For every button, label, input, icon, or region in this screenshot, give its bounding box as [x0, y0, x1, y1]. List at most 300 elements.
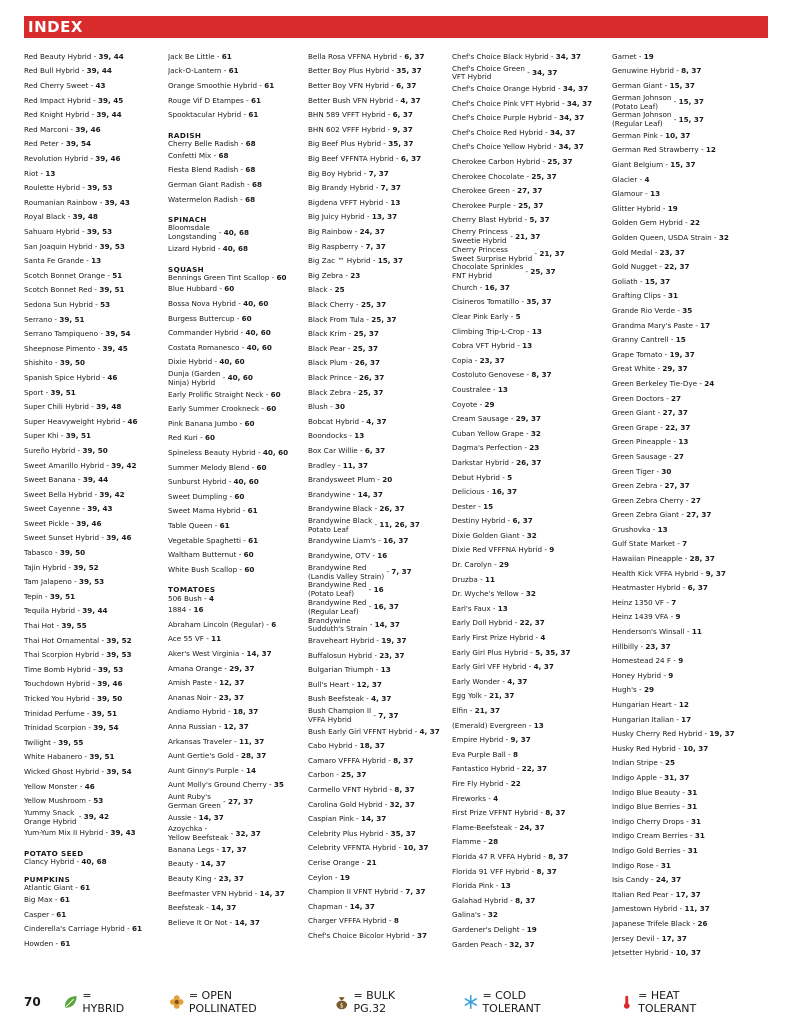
entry-separator: - — [519, 297, 527, 307]
entry-separator: - — [661, 670, 669, 680]
entry-separator: - — [74, 857, 82, 867]
legend-footer — [24, 990, 772, 1014]
entry-name: German Red Strawberry — [612, 145, 699, 155]
entry-name: Bush Beefsteak — [308, 694, 364, 704]
index-header — [24, 16, 768, 38]
entry-pages: 16 — [377, 551, 388, 561]
entry-name: Bull's Heart — [308, 679, 350, 689]
entry-name: Pink Banana Jumbo — [168, 418, 238, 428]
index-entry — [308, 798, 452, 813]
flower-icon — [169, 994, 185, 1010]
entry-separator: - — [228, 828, 236, 838]
entry-separator: - — [698, 568, 706, 578]
entry-separator: - — [203, 634, 212, 644]
entry-separator: - — [212, 357, 220, 367]
entry-pages: 27 — [690, 495, 701, 505]
entry-name: Table Queen — [168, 520, 213, 530]
entry-pages: 17 — [700, 320, 711, 330]
entry-separator: - — [77, 781, 85, 791]
entry-name: Thai Scorpion Hybrid — [24, 650, 100, 660]
entry-pages: 32 — [530, 428, 541, 438]
entry-name: Orange Smoothie Hybrid — [168, 81, 258, 91]
entry-name: Big Zebra — [308, 270, 344, 280]
index-entry — [452, 155, 612, 170]
entry-separator: - — [663, 393, 672, 403]
entry-pages: 61 — [219, 520, 230, 530]
index-entry — [308, 617, 452, 635]
entry-separator: - — [370, 551, 378, 561]
entry-name: Beauty — [168, 859, 194, 869]
entry-separator: - — [375, 536, 384, 546]
entry-separator: - — [215, 243, 223, 253]
entry-separator: - — [90, 664, 98, 674]
entry-name: Tepin — [24, 591, 43, 601]
entry-separator: - — [243, 95, 251, 105]
index-entry — [612, 873, 772, 888]
index-entry — [612, 333, 772, 348]
entry-separator: - — [472, 355, 480, 365]
index-entry — [24, 108, 168, 123]
entry-name: Green Grape — [612, 422, 658, 432]
entry-name: Tabasco — [24, 548, 53, 558]
entry-name: Red Marconi — [24, 124, 69, 134]
entry-pages: 37 — [416, 930, 427, 940]
entry-name: Casper — [24, 909, 50, 919]
index-entry — [168, 793, 308, 811]
index-entry — [168, 843, 308, 858]
entry-name: Arkansas Traveler — [168, 736, 232, 746]
entry-pages: 39, 42 — [111, 460, 137, 470]
entry-separator: - — [503, 778, 511, 788]
entry-name: Box Car Willie — [308, 445, 358, 455]
entry-pages: 14, 37 — [357, 489, 383, 499]
entry-pages: 6, 37 — [396, 81, 417, 91]
entry-pages: 19 — [667, 203, 678, 213]
entry-pages: 39, 54 — [93, 723, 119, 733]
entry-name: Celebrity Plus Hybrid — [308, 828, 384, 838]
entry-name: Green Zebra — [612, 481, 658, 491]
entry-name: Azoychka - Yellow Beefsteak — [168, 824, 229, 843]
entry-name: Copia — [452, 355, 473, 365]
entry-name: Red Peter — [24, 139, 59, 149]
entry-separator: - — [257, 81, 265, 91]
entry-name: Dr. Carolyn — [452, 560, 492, 570]
entry-separator: - — [533, 633, 541, 643]
index-entry — [308, 400, 452, 415]
index-entry — [168, 94, 308, 109]
entry-pages: 26, 37 — [379, 504, 405, 514]
entry-name: Jetsetter Hybrid — [612, 948, 669, 958]
index-column-4 — [452, 50, 612, 980]
entry-separator: - — [239, 342, 247, 352]
entry-pages: 32 — [487, 910, 498, 920]
entry-name: 1884 — [168, 605, 187, 615]
entry-name: Cerise Orange — [308, 857, 360, 867]
entry-pages: 11 — [484, 574, 495, 584]
index-entry — [168, 341, 308, 356]
entry-pages: 23, 37 — [659, 247, 685, 257]
index-entry — [452, 733, 612, 748]
entry-separator: - — [124, 924, 132, 934]
entry-pages: 13 — [533, 720, 544, 730]
entry-name: Japanese Trifele Black — [612, 918, 691, 928]
entry-pages: 7 — [682, 539, 688, 549]
entry-name: Green Pineapple — [612, 437, 672, 447]
entry-name: Thai Hot — [24, 621, 55, 631]
entry-pages: 7, 37 — [378, 710, 399, 720]
entry-name: Time Bomb Hybrid — [24, 664, 91, 674]
entry-name: Tam Jalapeno — [24, 577, 72, 587]
entry-name: Chocolate Sprinkles FNT Hybrid — [452, 262, 524, 281]
entry-separator: - — [366, 602, 374, 612]
entry-pages: 25, 37 — [518, 200, 544, 210]
entry-pages: 32, 37 — [389, 799, 415, 809]
section-heading: TOMATOES — [168, 585, 216, 595]
index-entry — [24, 284, 168, 299]
entry-separator: - — [266, 780, 274, 790]
entry-pages: 13 — [497, 603, 508, 613]
entry-pages: 4 — [493, 793, 499, 803]
entry-pages: 5, 35, 37 — [535, 647, 571, 657]
entry-pages: 16, 37 — [373, 602, 399, 612]
entry-name: Brandywine, OTV — [308, 551, 371, 561]
index-entry — [308, 812, 452, 827]
index-entry — [308, 856, 452, 871]
index-entry — [308, 138, 452, 153]
entry-pages: 39, 46 — [76, 518, 102, 528]
index-entry — [452, 894, 612, 909]
entry-pages: 60 — [224, 284, 235, 294]
entry-name: Burgess Buttercup — [168, 313, 235, 323]
entry-separator: - — [86, 723, 94, 733]
index-entry — [24, 167, 168, 182]
entry-name: Druzba — [452, 574, 478, 584]
page-title: INDEX — [28, 18, 83, 36]
entry-name: Aussie — [168, 812, 192, 822]
entry-pages: 9 — [549, 545, 555, 555]
index-entry — [168, 178, 308, 193]
entry-pages: 60 — [270, 389, 281, 399]
entry-pages: 16, 37 — [491, 487, 518, 497]
entry-pages: 68 — [245, 139, 256, 149]
entry-name: Bulgarian Triumph — [308, 665, 374, 675]
entry-pages: 18, 37 — [233, 707, 259, 717]
entry-name: Cuban Yellow Grape — [452, 428, 524, 438]
index-entry — [24, 342, 168, 357]
entry-separator: - — [255, 447, 263, 457]
entry-pages: 11 — [691, 627, 702, 637]
entry-name: Sweet Dumpling — [168, 491, 228, 501]
index-entry — [168, 461, 308, 476]
index-entry — [452, 141, 612, 156]
index-entry — [452, 339, 612, 354]
entry-name: Cherry Belle Radish — [168, 139, 239, 149]
index-entry — [168, 370, 308, 388]
entry-pages: 31 — [691, 816, 702, 826]
entry-separator: - — [193, 859, 201, 869]
entry-pages: 14, 37 — [200, 859, 226, 869]
entry-pages: 68 — [218, 150, 229, 160]
entry-separator: - — [499, 472, 508, 482]
entry-pages: 25 — [334, 285, 345, 295]
entry-pages: 40, 60 — [219, 357, 245, 367]
entry-pages: 25, 37 — [371, 314, 397, 324]
entry-separator: - — [234, 313, 242, 323]
entry-name: Ceylon — [308, 872, 333, 882]
entry-pages: 19, 37 — [381, 636, 407, 646]
entry-separator: - — [374, 636, 382, 646]
index-entry — [168, 720, 308, 735]
entry-separator: - — [92, 285, 100, 295]
entry-separator: - — [49, 909, 57, 919]
entry-pages: 39, 53 — [78, 577, 105, 587]
index-entry — [308, 693, 452, 708]
index-entry — [168, 618, 308, 633]
index-entry — [308, 678, 452, 693]
entry-name: Commander Hybrid — [168, 328, 239, 338]
entry-name: Aker's West Virginia — [168, 649, 240, 659]
entry-separator: - — [692, 320, 701, 330]
entry-separator: - — [52, 548, 60, 558]
entry-separator: - — [372, 520, 380, 530]
index-entry — [452, 835, 612, 850]
index-column-5 — [612, 50, 772, 980]
entry-name: Green Zebra Cherry — [612, 495, 684, 505]
entry-separator: - — [239, 649, 247, 659]
entry-pages: 39, 48 — [72, 212, 98, 222]
entry-separator: - — [375, 475, 383, 485]
entry-name: Thai Hot Ornamental — [24, 635, 100, 645]
entry-name: Chef's Choice Black Hybrid — [452, 51, 549, 61]
entry-name: Chef's Choice Green VFT Hybrid — [452, 63, 525, 82]
entry-separator: - — [52, 894, 60, 904]
index-entry — [24, 532, 168, 547]
section-heading: PUMPKINS — [24, 875, 71, 885]
index-entry — [308, 488, 452, 503]
index-entry — [168, 283, 308, 298]
entry-separator: - — [671, 656, 679, 666]
index-entry — [168, 764, 308, 779]
index-entry — [24, 858, 168, 867]
index-entry — [168, 79, 308, 94]
entry-separator: - — [508, 414, 516, 424]
entry-name: White Bush Scallop — [168, 564, 238, 574]
entry-name: Hugh's — [612, 685, 637, 695]
entry-separator: - — [702, 729, 710, 739]
entry-pages: 39, 53 — [99, 241, 125, 251]
entry-name: Delicious — [452, 487, 485, 497]
entry-separator: - — [367, 619, 375, 629]
entry-pages: 4 — [644, 174, 650, 184]
entry-name: Super Chili Hybrid — [24, 402, 89, 412]
entry-pages: 39, 44 — [86, 66, 112, 76]
index-entry — [24, 502, 168, 517]
section-heading: RADISH — [168, 130, 202, 140]
entry-separator: - — [211, 678, 220, 688]
entry-separator: - — [89, 694, 97, 704]
entry-separator: - — [679, 802, 688, 812]
legend-heat-tolerant — [619, 989, 738, 1015]
entry-pages: 39, 53 — [86, 227, 113, 237]
entry-separator: - — [214, 844, 222, 854]
entry-name: Amish Paste — [168, 678, 212, 688]
entry-name: Black — [308, 285, 328, 295]
entry-separator: - — [88, 154, 96, 164]
entry-name: Golden Queen, USDA Strain — [612, 233, 712, 243]
index-entry — [308, 284, 452, 299]
index-entry — [24, 240, 168, 255]
entry-name: Abraham Lincoln (Regular) — [168, 619, 265, 629]
entry-pages: 6, 37 — [404, 51, 425, 61]
entry-name: Better Boy Plus Hybrid — [308, 66, 390, 76]
entry-name: Summer Melody Blend — [168, 462, 250, 472]
entry-pages: 39, 54 — [106, 766, 132, 776]
entry-name: Shishito — [24, 358, 53, 368]
entry-separator: - — [542, 545, 550, 555]
index-entry — [452, 514, 612, 529]
index-entry — [452, 325, 612, 340]
entry-pages: 24, 37 — [655, 875, 682, 885]
section-heading: POTATO SEED — [24, 849, 84, 859]
entry-pages: 11, 37 — [238, 736, 265, 746]
entry-name: Flame-Beefsteak — [452, 822, 513, 832]
entry-pages: 12 — [678, 700, 689, 710]
index-entry — [168, 901, 308, 916]
entry-pages: 39, 51 — [91, 708, 118, 718]
entry-name: Brandysweet Plum — [308, 475, 376, 485]
index-entry — [452, 456, 612, 471]
entry-name: Wicked Ghost Hybrid — [24, 766, 100, 776]
entry-separator: - — [505, 749, 513, 759]
entry-pages: 19, 37 — [669, 349, 695, 359]
index-entry — [452, 879, 612, 894]
entry-name: Cisineros Tomatillo — [452, 297, 520, 307]
entry-name: Black Pear — [308, 343, 346, 353]
entry-pages: 23, 37 — [218, 873, 244, 883]
entry-name: Gold Medal — [612, 247, 653, 257]
entry-name: Sweet Amarillo Hybrid — [24, 460, 105, 470]
entry-pages: 17, 37 — [661, 933, 687, 943]
index-entry — [308, 599, 452, 617]
entry-name: German Johnson (Potato Leaf) — [612, 92, 672, 111]
entry-name: Blush — [308, 402, 328, 412]
entry-name: Grande Rio Verde — [612, 305, 676, 315]
entry-separator: - — [668, 889, 676, 899]
index-entry — [612, 581, 772, 596]
entry-name: Red Beauty Hybrid — [24, 51, 92, 61]
entry-separator: - — [666, 451, 674, 461]
index-entry — [308, 79, 452, 94]
index-entry — [24, 429, 168, 444]
entry-pages: 29 — [499, 560, 510, 570]
index-entry — [168, 749, 308, 764]
entry-separator: - — [58, 431, 66, 441]
thermometer-icon — [619, 994, 635, 1010]
entry-separator: - — [100, 372, 108, 382]
entry-name: Dunja (Garden Ninja) Hybrid — [168, 369, 221, 387]
entry-pages: 61 — [248, 110, 259, 120]
entry-pages: 8, 37 — [536, 866, 557, 876]
entry-separator: - — [120, 416, 128, 426]
index-entry — [168, 811, 308, 826]
entry-pages: 6 — [271, 619, 277, 629]
entry-name: Sweet Banana — [24, 475, 76, 485]
entry-name: Bennings Green Tint Scallop — [168, 272, 270, 282]
entry-separator: - — [657, 262, 665, 272]
entry-name: Cream Sausage — [452, 414, 509, 424]
index-entry — [452, 573, 612, 588]
entry-separator: - — [186, 605, 194, 615]
entry-name: Red Kuri — [168, 433, 198, 443]
legend-open-pollinated-label: = OPEN POLLINATED — [188, 989, 257, 1015]
entry-separator: - — [99, 533, 107, 543]
index-entry — [24, 765, 168, 780]
entry-pages: 15, 37 — [678, 97, 704, 107]
index-entry — [308, 549, 452, 564]
entry-pages: 39, 46 — [106, 533, 132, 543]
entry-pages: 39, 42 — [99, 489, 125, 499]
entry-separator: - — [342, 901, 350, 911]
entry-separator: - — [225, 707, 234, 717]
index-entry — [612, 684, 772, 699]
entry-separator: - — [519, 530, 527, 540]
entry-separator: - — [259, 404, 267, 414]
index-entry — [24, 575, 168, 590]
entry-name: Hawaiian Pineapple — [612, 554, 683, 564]
entry-pages: 25, 37 — [358, 387, 384, 397]
index-entry — [612, 275, 772, 290]
index-entry — [24, 327, 168, 342]
entry-separator: - — [69, 518, 77, 528]
index-entry — [168, 858, 308, 873]
entry-separator: - — [351, 372, 359, 382]
entry-pages: 16 — [193, 605, 204, 615]
index-entry — [612, 698, 772, 713]
index-entry — [308, 342, 452, 357]
entry-separator: - — [353, 814, 362, 824]
entry-pages: 30 — [661, 466, 672, 476]
entry-separator: - — [480, 837, 489, 847]
entry-name: Green Zebra Giant — [612, 510, 679, 520]
entry-name: Glitter Hybrid — [612, 203, 661, 213]
entry-name: Super Khi — [24, 431, 59, 441]
entry-name: German Johnson (Regular Leaf) — [612, 110, 672, 129]
entry-pages: 4, 37 — [400, 95, 421, 105]
entry-name: Amana Orange — [168, 663, 223, 673]
entry-pages: 20 — [382, 475, 393, 485]
index-entry — [612, 932, 772, 947]
entry-pages: 34, 37 — [566, 98, 593, 108]
entry-name: Black Krim — [308, 329, 347, 339]
entry-pages: 32 — [526, 530, 537, 540]
entry-pages: 10, 37 — [403, 843, 429, 853]
index-entry — [24, 721, 168, 736]
index-entry — [612, 465, 772, 480]
entry-pages: 61 — [264, 81, 275, 91]
entry-name: Vegetable Spaghetti — [168, 535, 241, 545]
entry-name: Brandywine Red (Regular Leaf) — [308, 597, 367, 616]
entry-name: Sweet Bella Hybrid — [24, 489, 93, 499]
entry-separator: - — [104, 460, 112, 470]
entry-separator: - — [490, 384, 498, 394]
entry-name: Jack-O-Lantern — [168, 66, 222, 76]
entry-pages: 39, 55 — [61, 621, 87, 631]
index-entry — [452, 938, 612, 953]
entry-separator: - — [92, 241, 100, 251]
entry-separator: - — [389, 66, 397, 76]
index-entry — [24, 937, 168, 952]
entry-pages: 46 — [127, 416, 138, 426]
